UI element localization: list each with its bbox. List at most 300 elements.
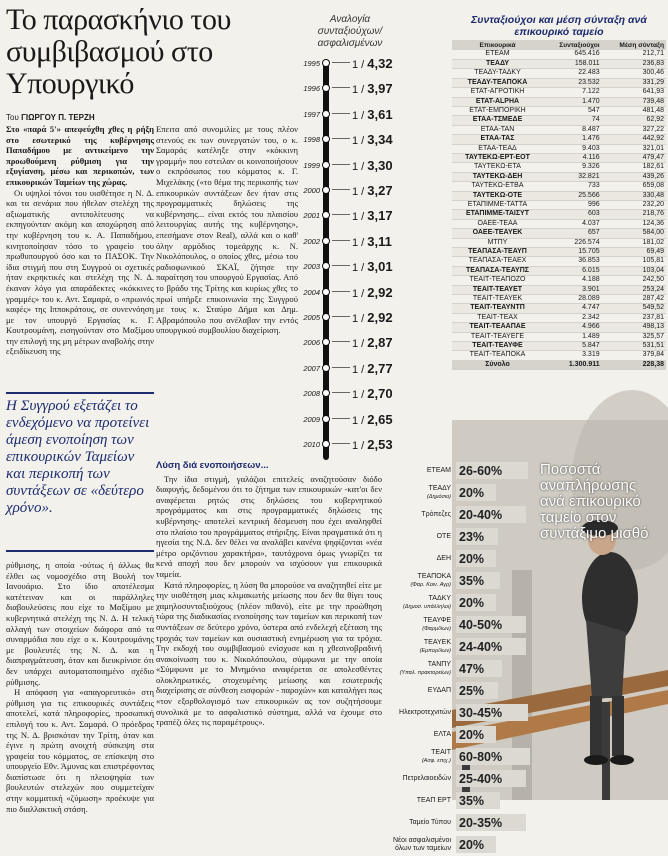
table-cell: ΕΤΑΠΙΜΜΕ-ΤΑΙΣΥΤ	[452, 210, 543, 219]
ratio-value: 1 / 2,70	[352, 386, 393, 402]
table-cell: ΜΤΠΥ	[452, 238, 543, 247]
ratio-row	[300, 335, 450, 349]
table-cell: ΤΕΑΙΤ-ΤΕΑΠΟΚΑ	[452, 351, 543, 360]
ratio-year: 2009	[303, 414, 320, 424]
fund-label	[386, 724, 456, 746]
ratio-row	[300, 208, 450, 222]
table-cell: ΤΕΑΠΑΣΑ-ΤΕΑΕΧ	[452, 257, 543, 266]
table-cell: 22.483	[543, 69, 602, 78]
ratio-row	[300, 386, 450, 400]
timeline-dot	[322, 84, 330, 92]
table-cell: ΕΤΑΤ-ΕΜΠΟΡΙΚΗ	[452, 106, 543, 115]
percentage-bar: 23%	[456, 528, 498, 545]
fund-label	[386, 570, 456, 592]
table-cell: ΤΕΑΙΤ-ΤΕΑΠΟΖΟ	[452, 276, 543, 285]
fund-label	[386, 790, 456, 812]
pensioners-table	[452, 40, 666, 370]
percentage-bar: 30-45%	[456, 704, 528, 721]
timeline-dot	[322, 161, 330, 169]
fund-name: ΤΕΑΠΟΚΑ	[417, 573, 451, 580]
table-cell: 657	[543, 229, 602, 238]
ratio-value: 1 / 2,53	[352, 437, 393, 452]
table-cell: Σύνολο	[452, 360, 543, 369]
ratio-row	[300, 158, 450, 172]
table-cell: 158.011	[543, 59, 602, 68]
fund-label	[386, 746, 456, 768]
fund-note: (Φαρμ/λων)	[422, 626, 451, 632]
percentage-row	[386, 812, 536, 834]
percentage-bar: 20%	[456, 726, 496, 743]
table-cell: 226.574	[543, 238, 602, 247]
percentage-bar: 24-40%	[456, 638, 526, 655]
table-row	[452, 125, 666, 134]
ratio-value: 1 / 3,97	[352, 81, 393, 97]
ratio-year: 2002	[303, 236, 320, 246]
table-cell: ΤΕΑΙΤ-ΤΕΑΥΦΕ	[452, 342, 543, 351]
ratio-year: 2001	[303, 211, 320, 221]
timeline-connector	[332, 291, 350, 292]
timeline-connector	[332, 138, 350, 139]
table-cell: ΤΕΑΙΤ-ΤΕΑΑΠΑΕ	[452, 323, 543, 332]
table-cell: 218,76	[602, 210, 666, 219]
table-cell: ΕΤΑΑ-ΤΑΣ	[452, 135, 543, 144]
table-cell: 584,00	[602, 229, 666, 238]
table-row	[452, 342, 666, 351]
percentage-bar: 20%	[456, 836, 496, 853]
table-cell: 15.705	[543, 248, 602, 257]
fund-label	[386, 614, 456, 636]
ratio-value: 1 / 4,32	[352, 56, 393, 71]
paragraph: Κατά πληροφορίες, η λύση θα μπορούσε να αναζητηθεί είτε με την υιοθέτηση μιας κλιμακωτής μείωσης που δεν θα θίγει τους χαμηλοσυνταξιούχους (πλέον πιθανό), είτε με την προώθηση τώρα της διαδικασίας ενοποίησης των ταμείων και περικοπή των συντάξεων σε δεύτερο χρόνο, ύστερα από ενδελεχή εξέταση της τροχιάς των ταμείων και ουσιαστική ενημέρωση για τα τρόχια. Την εκδοχή του συμβιβασμού ενίσχυσε και η χθεσινοβραδινή ανακοίνωση του κ. Νικολόπουλου, σύμφωνα με την οποία «Σύμφωνα με το Μνημόνιο αναφέρεται σε απολεσθέντες ολοκληρωτικές, στοχευμένης μείωσης και εσωτερικής διαχείρισης σε σύνθεση εισφορών - παροχών» και καταλήγει πως «τον εξορθολογισμό των επικουρικών ας τον συζητήσουμε συνολικά με το ασφαλιστικό σύστημα, αλλά να έχουμε στο τραπέζι όλες τις παραμέτρους».	[156, 579, 382, 728]
table-cell: 3.901	[543, 285, 602, 294]
table-cell: 481,48	[602, 106, 666, 115]
table-cell: ΕΤΑΑ-ΤΕΑΔ	[452, 144, 543, 153]
fund-label	[386, 768, 456, 790]
paragraph: ρύθμισης, η οποία -ούτως ή άλλως θα έλθει ως νομοσχέδιο στη Βουλή τον Ιανουάριο. Στο ίδιο αποτέλεσμα κατέτειναν και οι παράλληλες διαβουλεύσεις που είχε το Μαξίμου με κυβερνητικά στελέχη της Ν. Δ. Η τελική αλλαγή των στοιχείων διάφορα από τα συναρμόδια που είχε ο κ. Κουτρουμάνης με βουλευτές της Ν. Δ. και η διαπραγμάτευση, όταν και διευκρίνισε ότι δεν υπάρχει αυτοματοποιημένο σχέδιο ρύθμισης.	[6, 560, 154, 687]
table-cell: 325,57	[602, 332, 666, 341]
article-column-2-bottom	[156, 458, 382, 800]
table-total-row	[452, 360, 666, 369]
table-cell: 25.566	[543, 191, 602, 200]
table-header: Επικουρικά	[452, 40, 543, 50]
table-row	[452, 304, 666, 313]
paragraph: Επειτα από συνομιλίες με τους πλέον στενούς εκ των συνεργατών του, ο κ. Σαμαράς κατέληξε στην «κόκκινη γραμμή» που εστειλαν οι κοινοποιήσουν ο εκπρόσωπος του κόμματος κ. Γ. Μιχελάκης («το θέμα της περικοπής των επικουρικών συντάξεων δεν ήταν στις προγραμματικές δηλώσεις της κυβέρνησης... είναι εκτός του πλαισίου λειτουργίας αυτής της κυβέρνησης», επεσήμανε στον Real), αλλά και ο καθ' όλην αρμόδιος τομεάρχης κ. Ν. Νικολόπουλος, ο οποίος χθες, μέσω του ραδιοφωνικού ΣΚΑΪ, ζήτησε την παραίτηση του υπουργού Εργασίας. Από το βράδυ της Τρίτης και κυρίως χθες το πρωί υπήρξε επικοινωνία της Συγγρού με τους κ. Σταύρο Δήμα και Δημ. Αβραμόπουλο που ανέλαβαν την εντός υπουργικού συμβουλίου διαχείριση.	[156, 124, 298, 336]
table-cell: ΕΤΑΑ-ΤΑΝ	[452, 125, 543, 134]
article-column-1-bottom	[6, 560, 154, 814]
timeline-dot	[322, 186, 330, 194]
percentage-row	[386, 702, 536, 724]
percentage-row	[386, 636, 536, 658]
timeline-dot	[322, 364, 330, 372]
table-cell: ΤΕΑΙΤ-ΤΕΑΥΕΚ	[452, 295, 543, 304]
ratio-value: 1 / 3,17	[352, 208, 393, 224]
table-row	[452, 172, 666, 181]
table-cell: 103,04	[602, 266, 666, 275]
timeline-dot	[322, 288, 330, 296]
table-cell: 4.037	[543, 219, 602, 228]
percentage-bar: 20%	[456, 484, 496, 501]
table-cell: 479,47	[602, 153, 666, 162]
fund-name: ΕΤΕΑΜ	[426, 467, 451, 474]
table-cell: ΟΑΕΕ-ΤΕΑΑ	[452, 219, 543, 228]
ratio-row	[300, 310, 450, 324]
table-cell: 242,50	[602, 276, 666, 285]
fund-name: ΤΑΝΠΥ	[427, 661, 451, 668]
fund-note: (Εμπορ/λων)	[419, 648, 451, 654]
fund-name: Πετρελαιοειδών	[402, 775, 451, 782]
timeline-connector	[332, 240, 350, 241]
table-row	[452, 135, 666, 144]
table-cell: 498,13	[602, 323, 666, 332]
ratio-value: 1 / 2,77	[352, 360, 393, 376]
table-row	[452, 229, 666, 238]
percentage-row	[386, 834, 536, 856]
table-cell: ΤΕΑΔΥ-ΤΕΑΠΟΚΑ	[452, 78, 543, 87]
table-cell: ΤΕΑΙΤ-ΤΕΑΥΝΤΠ	[452, 304, 543, 313]
fund-note: (Δημοσ. υπάλληλοι)	[403, 604, 451, 610]
ratio-row	[300, 412, 450, 426]
table-cell: 8.487	[543, 125, 602, 134]
ratio-row	[300, 361, 450, 375]
ratio-year: 2005	[303, 313, 320, 322]
ratio-value: 1 / 3,11	[352, 233, 392, 249]
table-cell: 74	[543, 116, 602, 125]
percentages-title: Ποσοστά αναπλήρωσης ανά επικουρικό ταμείο στον συντάξιμο μισθό	[540, 461, 649, 542]
ratio-year: 2010	[303, 440, 320, 449]
table-row	[452, 266, 666, 275]
table-row	[452, 210, 666, 219]
paragraph: Στο «παρά 5'» απεφεύχθη χθες η ρήξη στο εσωτερικό της κυβέρνησης Παπαδήμου με αντικείμενο την προωθούμενη ρύθμιση για την εξυγίανση, μέσω και περικοπών, των επικουρικών Ταμείων της χώρας.	[6, 124, 154, 187]
fund-name: ΤΕΑΔΥ	[428, 485, 451, 492]
table-cell: 2.342	[543, 313, 602, 322]
replacement-rates-list	[386, 460, 536, 856]
fund-label	[386, 460, 456, 482]
timeline-connector	[332, 341, 350, 342]
table-cell: ΟΑΕΕ-ΤΕΑΥΕΚ	[452, 229, 543, 238]
ratio-row	[300, 132, 450, 146]
table-row	[452, 97, 666, 106]
ratio-row	[300, 81, 450, 95]
ratio-title: Αναλογία συνταξιούχων/ ασφαλισμένων	[317, 14, 383, 49]
table-cell: ΤΕΑΔΥ-ΤΑΔΚΥ	[452, 69, 543, 78]
table-cell: 327,22	[602, 125, 666, 134]
ratio-year: 2000	[303, 186, 320, 195]
percentage-row	[386, 614, 536, 636]
fund-label	[386, 636, 456, 658]
table-cell: 5.847	[543, 342, 602, 351]
table-cell: ΕΤΕΑΜ	[452, 50, 543, 59]
table-row	[452, 69, 666, 78]
ratio-year: 2003	[303, 262, 320, 272]
timeline-connector	[332, 62, 350, 63]
table-row	[452, 182, 666, 191]
fund-name: ΤΑΔΚΥ	[428, 595, 451, 602]
table-row	[452, 153, 666, 162]
timeline-dot	[322, 440, 330, 448]
table-cell: 1.300.911	[543, 360, 602, 369]
table-cell: 442,92	[602, 135, 666, 144]
timeline-connector	[332, 113, 350, 114]
table-cell: ΕΤΑΤ-ALPHA	[452, 97, 543, 106]
table-cell: 7.122	[543, 88, 602, 97]
ratio-year: 1999	[303, 160, 320, 170]
ratio-row	[300, 259, 450, 273]
timeline-connector	[332, 87, 350, 88]
ratio-row	[300, 437, 450, 451]
table-cell: 28.089	[543, 295, 602, 304]
table-cell: 645.416	[543, 50, 602, 59]
fund-label	[386, 658, 456, 680]
table-cell: 212,71	[602, 50, 666, 59]
percentage-row	[386, 680, 536, 702]
table-cell: ΤΑΥΤΕΚΩ-ΔΕΗ	[452, 172, 543, 181]
fund-name: ΟΤΕ	[436, 533, 451, 540]
table-header-row	[452, 40, 666, 50]
ratio-year: 1998	[303, 135, 320, 145]
ratio-value: 1 / 2,92	[352, 284, 393, 300]
table-cell: 321,01	[602, 144, 666, 153]
table-cell: 531,51	[602, 342, 666, 351]
percentage-row	[386, 548, 536, 570]
article-column-2-top	[156, 124, 298, 454]
table-row	[452, 191, 666, 200]
percentage-row	[386, 526, 536, 548]
ratio-year: 1995	[303, 59, 320, 68]
table-cell: 603	[543, 210, 602, 219]
table-cell: 124,36	[602, 219, 666, 228]
percentage-bar: 26-60%	[456, 462, 528, 479]
table-cell: 379,84	[602, 351, 666, 360]
table-cell: ΤΕΑΔΥ	[452, 59, 543, 68]
table-cell: ΕΤΑΤ-ΑΓΡΟΤΙΚΗ	[452, 88, 543, 97]
table-row	[452, 163, 666, 172]
table-row	[452, 88, 666, 97]
percentage-bar: 35%	[456, 792, 500, 809]
percentage-row	[386, 460, 536, 482]
fund-name: Νέοι ασφαλισμένοι όλων των ταμείων	[393, 837, 451, 852]
fund-label	[386, 680, 456, 702]
table-cell: ΤΑΥΤΕΚΩ-ΕΡΤ-ΕΟΤ	[452, 153, 543, 162]
table-row	[452, 332, 666, 341]
ratio-row	[300, 183, 450, 197]
timeline-dot	[322, 415, 330, 423]
fund-note: (Δημόσιο)	[426, 494, 451, 500]
fund-note: (Ασφ. επιχ.)	[421, 758, 451, 764]
ratio-year: 1996	[303, 84, 320, 94]
headline: Το παρασκήνιο του συμβιβασμού στο Υπουργικό	[6, 3, 231, 100]
table-cell: ΕΤΑΑ-ΤΣΜΕΔΕ	[452, 116, 543, 125]
timeline-dot	[322, 313, 330, 321]
byline-prefix: Του	[6, 113, 19, 122]
timeline-dot	[322, 389, 330, 397]
table-cell: 733	[543, 182, 602, 191]
percentage-bar: 35%	[456, 572, 500, 589]
timeline-connector	[332, 418, 350, 419]
table-cell: ΤΑΥΤΕΚΩ-ΟΤΕ	[452, 191, 543, 200]
table-header: Συνταξιούχοι	[543, 40, 602, 50]
table-cell: 549,52	[602, 304, 666, 313]
table-cell: ΤΕΑΙΤ-ΤΕΑΥΕΓΕ	[452, 332, 543, 341]
ratio-value: 1 / 3,01	[352, 259, 393, 275]
table-row	[452, 323, 666, 332]
ratio-year: 2004	[303, 287, 320, 297]
table-cell: 330,48	[602, 191, 666, 200]
ratio-year: 2008	[303, 389, 320, 399]
ratio-value: 1 / 3,34	[352, 132, 393, 148]
percentage-bar: 20%	[456, 594, 496, 611]
timeline-dot	[322, 262, 330, 270]
fund-name: ΕΛΤΑ	[433, 731, 451, 738]
table-cell: 659,08	[602, 182, 666, 191]
percentage-bar: 25-40%	[456, 770, 526, 787]
ratio-value: 1 / 3,61	[352, 106, 393, 122]
table-cell: 23.532	[543, 78, 602, 87]
article-column-1-top	[6, 124, 154, 386]
timeline-connector	[332, 164, 350, 165]
table-cell: 236,83	[602, 59, 666, 68]
timeline-connector	[332, 367, 350, 368]
table-cell: 4.116	[543, 153, 602, 162]
subhead: Λύση διά ενοποιήσεων...	[156, 460, 269, 471]
fund-name: ΕΥΔΑΠ	[427, 687, 451, 694]
table-cell: ΤΕΑΠΑΣΑ-ΤΕΑΥΠ	[452, 248, 543, 257]
table-row	[452, 351, 666, 360]
table-cell: 1.476	[543, 135, 602, 144]
table-row	[452, 59, 666, 68]
timeline-dot	[322, 211, 330, 219]
percentage-bar: 25%	[456, 682, 498, 699]
fund-label	[386, 812, 456, 834]
percentage-row	[386, 724, 536, 746]
table-row	[452, 116, 666, 125]
fund-label	[386, 834, 456, 856]
table-cell: 9.403	[543, 144, 602, 153]
timeline-connector	[332, 316, 350, 317]
percentage-bar: 20-40%	[456, 506, 526, 523]
table-row	[452, 78, 666, 87]
fund-name: Τρόπεζες	[421, 511, 451, 518]
table-cell: 253,24	[602, 285, 666, 294]
fund-name: ΤΕΑΠ ΕΡΤ	[416, 797, 451, 804]
table-cell: 300,46	[602, 69, 666, 78]
table-row	[452, 257, 666, 266]
table-row	[452, 238, 666, 247]
table-cell: ΤΕΑΠΑΣΑ-ΤΕΑΥΠΣ	[452, 266, 543, 275]
percentage-row	[386, 570, 536, 592]
byline-author: ΓΙΩΡΓΟΥ Π. ΤΕΡΖΗ	[21, 113, 95, 122]
percentage-bar: 60-80%	[456, 748, 530, 765]
ratio-value: 1 / 3,27	[352, 183, 393, 198]
table-cell: ΤΑΥΤΕΚΩ-ΕΤΑ	[452, 163, 543, 172]
paragraph: Την ίδια στιγμή, γαλάζιοι επιτελείς αναζητούσαν διόδο διαφυγής, δεδομένου ότι το ζήτημα των επικουρικών -κατ'οι δεν αναφέρεται ρητώς στις δηλώσεις του κυβερνητικού προγράμματος και στις προγραμματικές δηλώσεις της κυβέρνησης- αποτελεί κεντρική δέσμευση που έχει αναληφθεί στο πλαίσιο του προγράμματος στήριξης. Είναι πραγματικά ότι η ηγεσία της Ν.Δ. δεν θέλει να αναλάβει κανένα ψηφίζονται «νέα μέτρο οριζόντιου χαρακτήρα», ταυτόχρονα όμως γνωρίζει τα κενά αποχή που δεν μπορούν να ισχύσουν για επικουρικά ταμεία.	[156, 473, 382, 579]
timeline-dot	[322, 59, 330, 67]
fund-label	[386, 592, 456, 614]
ratio-value: 1 / 2,65	[352, 411, 393, 427]
table-cell: 105,81	[602, 257, 666, 266]
table-cell: 69,49	[602, 248, 666, 257]
timeline-connector	[332, 214, 350, 215]
byline	[6, 113, 206, 122]
table-cell: 62,92	[602, 116, 666, 125]
table-cell: 36.853	[543, 257, 602, 266]
table-row	[452, 200, 666, 209]
percentage-row	[386, 768, 536, 790]
paragraph: Η απόφαση για «απαγορευτικό» στη ρύθμιση για τις επικουρικές συντάξεις αποτελεί, κατά πληροφορίες, προσωπική επιλογή του κ. Αντ. Σαμαρά. Ο πρόεδρος της Ν. Δ. βρισκόταν την Τρίτη, όταν και έγινε η πρώτη ανοιχτή σύσκεψη στα γραφεία του κόμματος, σε επίσκεψη στο υπουργείο Εθν. Άμυνας και επιστρέφοντας διαπίστωσε ότι η πλειοψηφία των βουλευτών στελεχών που συμμετείχαν στην κομματική «ζύμωση» προέκυψε για πιο διαλλακτική στάση.	[6, 687, 154, 814]
table-row	[452, 285, 666, 294]
table-row	[452, 276, 666, 285]
timeline-dot	[322, 110, 330, 118]
fund-name: ΔΕΗ	[436, 555, 451, 562]
ratio-value: 1 / 2,87	[352, 335, 393, 351]
table-cell: 32.821	[543, 172, 602, 181]
table-cell: ΤΕΑΙΤ-ΤΕΑΧ	[452, 313, 543, 322]
ratio-year: 2007	[303, 363, 320, 373]
percentage-bar: 20%	[456, 550, 496, 567]
fund-name: Ηλεκτροτεχνιτών	[399, 709, 451, 716]
percentage-row	[386, 658, 536, 680]
timeline-connector	[332, 443, 350, 444]
ratio-row	[300, 285, 450, 299]
percentage-row	[386, 790, 536, 812]
table-cell: 3.319	[543, 351, 602, 360]
pull-quote: Η Συγγρού εξετάζει το ενδεχόμενο να προτείνει άμεση ενοποίηση των επικουρικών Ταμείων και περικοπή των συντάξεων σε «δεύτερο χρόνο».	[6, 392, 154, 552]
fund-name: ΤΕΑΥΦΕ	[423, 617, 451, 624]
table-cell: 641,93	[602, 88, 666, 97]
table-cell: 181,02	[602, 238, 666, 247]
table-cell: ΤΑΥΤΕΚΩ-ΕΤΒΑ	[452, 182, 543, 191]
percentage-row	[386, 592, 536, 614]
table-cell: 9.326	[543, 163, 602, 172]
table-row	[452, 219, 666, 228]
fund-label	[386, 526, 456, 548]
table-cell: 4.966	[543, 323, 602, 332]
percentage-bar: 20-35%	[456, 814, 526, 831]
paragraph: Οι υψηλοί τόνοι του υισθέτησε η Ν. Δ. και τα σενάρια που ήθελαν στελέχη της αξιωματικής αντιπολίτευσης να εκπηγούνταν ακόμη και αποχώρηση από την κυβέρνηση του κ. Α. Παπαδήμου, κινητοποίησαν τόσο το γραφείο του πρωθυπουργού όσο και το ΠΑΣΟΚ. Την ίδια στιγμή που στη Συγγρού οι σχετικές ήταν εκρηκτικές και στελέχη της Ν. Δ. έκαναν λόγο για απαράδεκτες «κόκκινες γραμμές» του κ. Αντ. Σαμαρά, ο «πρωινός καφές» της Ιπποκράτους, σε συνεννόηση με τον υπουργό Εργασίας κ. Γ. Κουτρουμάνη, εισηγούνταν στο Μαξίμου την επιλογή της μη μέτρων αναβολής στην εξειδίκευση της	[6, 187, 154, 357]
fund-label	[386, 548, 456, 570]
fund-label	[386, 482, 456, 504]
ratio-row	[300, 234, 450, 248]
percentage-bar: 40-50%	[456, 616, 526, 633]
table-cell: 331,29	[602, 78, 666, 87]
table-cell: 287,42	[602, 295, 666, 304]
table-cell: 547	[543, 106, 602, 115]
timeline-dot	[322, 135, 330, 143]
table-cell: 4.188	[543, 276, 602, 285]
table-cell: 182,61	[602, 163, 666, 172]
timeline-connector	[332, 392, 350, 393]
table-cell: 232,20	[602, 200, 666, 209]
table-cell: 237,81	[602, 313, 666, 322]
table-cell: 228,38	[602, 360, 666, 369]
fund-name: ΤΕΑΙΤ	[431, 749, 451, 756]
table-row	[452, 144, 666, 153]
table-cell: ΤΕΑΙΤ-ΤΕΑΥΕΤ	[452, 285, 543, 294]
table-cell: ΕΤΑΠΙΜΜΕ-ΤΑΤΤΑ	[452, 200, 543, 209]
table-row	[452, 313, 666, 322]
table-cell: 1.470	[543, 97, 602, 106]
fund-name: ΤΕΑΥΕΚ	[423, 639, 451, 646]
percentage-row	[386, 504, 536, 526]
table-row	[452, 50, 666, 59]
table-cell: 1.489	[543, 332, 602, 341]
ratio-row	[300, 56, 450, 70]
percentage-row	[386, 746, 536, 768]
table-header: Μέση σύνταξη	[602, 40, 666, 50]
table-row	[452, 248, 666, 257]
table-cell: 4.747	[543, 304, 602, 313]
table-cell: 996	[543, 200, 602, 209]
ratio-row	[300, 107, 450, 121]
